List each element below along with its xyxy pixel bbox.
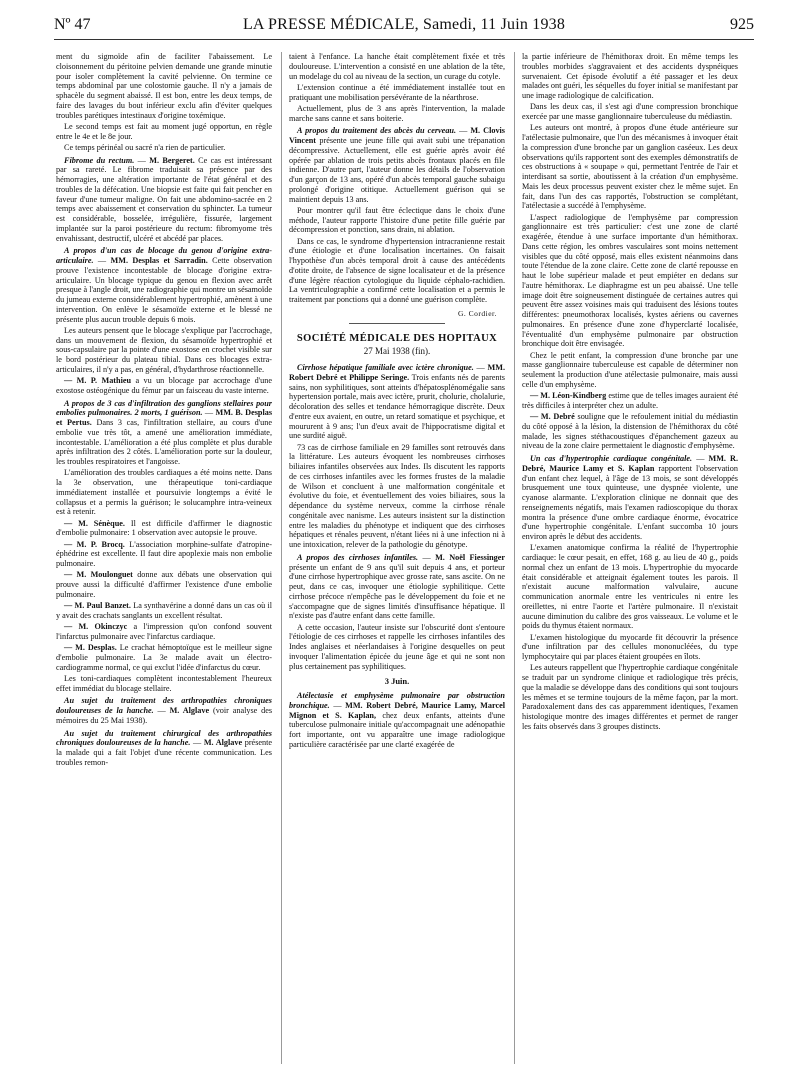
author-signature: G. Cordier. [457,308,497,318]
paragraph-title: Un cas d'hypertrophie cardiaque congénitale. [530,454,693,463]
paragraph-text: souligne que le refoulement initial du médiastin du côté opposé à la lésion, la distension de l'hémithorax du côté malade, les signes stéthacoustiques d'épanchement gazeux au niveau de la zone claire permettaient le diagnostic d'emphysème. [522,412,738,451]
speaker-name: — M. Sénèque. [64,518,125,528]
paragraph-title: A propos d'un cas de blocage du genou d'origine extra-articulaire. [56,246,272,265]
column-3-body [522,52,738,732]
paragraph-text: estime que de telles images auraient été très difficiles à interpréter chez un adulte. [522,391,738,410]
paragraph [522,391,738,411]
speaker-name: M. Noël Fiessinger [435,552,505,562]
speaker-name: — M. Léon-Kindberg [530,391,607,400]
paragraph [522,213,738,350]
paragraph-text: présente une jeune fille qui avait subi une trépanation décompressive. Actuellement, elle est guérie après avoir été opérée par ablation de trois petits abcès frontaux placés en file indienne. D'autre part, l'auteur donne les détails de l'observation d'un garçon de 13 ans, opéré d'un abcès temporal gauche subaigu prolongé d'origine otitique. Actuellement guérison qui se maintient depuis 13 ans. [289,136,505,204]
column-1 [56,52,272,1082]
speaker-name: M. Alglave [169,706,210,715]
paragraph [56,643,272,672]
paragraph-text: L'amélioration des troubles cardiaques a été moins nette. Dans la 3e observation, une thérapeutique toni-cardiaque immédiatement installée et poursuivie longtemps a évité le collapsus et a permis la guérison; le solucamphre intra-veineux est à retenir. [56,468,272,517]
paragraph: Au sujet du traitement chirurgical des arthropathies chroniques douloureuses de la hanche. — M. Alglave présente la malade qui a fait l'objet d'une récente communication. Les troubles remon- [56,728,272,767]
paragraph-text: ment du sigmoïde afin de faciliter l'abaissement. Le cloisonnement du péritoine pelvien demande une grande minutie pour isoler complètement la cavité pelvienne. On termine ce temps abdominal par une colostomie gauche. Il n'y a jamais de sphacèle du segment abaissé. Il est bon, entre les deux temps, de faire des lavages du bout inférieur exclu afin d'éviter quelques troubles parétiques intestinaux d'origine toxémique. [56,52,272,120]
paragraph-text: Ce temps périnéal ou sacré n'a rien de particulier. [64,142,226,152]
paragraph [289,206,505,235]
paragraph-text: Dans ce cas, le syndrome d'hypertension intracranienne restait d'une étiologie et d'une localisation incertaines. On faisait l'hypothèse d'un abcès temporal droit à cause des antécédents d'otite droite, de l'absence de signe localisateur et de la présence d'une légère réaction cytologique du liquide céphalo-rachidien. La ventriculographie a confirmé cette localisation et a permis le traitement par ponctions qui a donné une guérison complète. [289,236,505,304]
paragraph [522,412,738,451]
paragraph [289,104,505,124]
speaker-name: M. Clovis Vincent [289,126,505,145]
paragraph [522,123,738,211]
speaker-name: — M. P. Mathieu [64,376,132,385]
speaker-name: — M. Moulonguet [64,570,133,580]
paragraph [289,52,505,81]
column-1-body [56,52,272,768]
speaker-name: — M. Paul Banzet. [64,601,131,610]
speaker-name: M. Bergeret. [149,155,195,165]
column-2-society-body [289,363,505,671]
paragraph-title: Au sujet du traitement des arthropathies chroniques douloureuses de la hanche. [56,696,272,715]
paragraph-title: A propos du traitement des abcès du cerveau. [297,126,457,136]
paragraph-text: L'extension continue a été immédiatement installée tout en pratiquant une mobilisation persévérante de la néarthrose. [289,82,505,102]
paragraph [56,519,272,539]
section-rule [349,323,445,324]
paragraph [56,52,272,120]
paragraph-text: (voir analyse des mémoires du 25 Mai 1938). [56,706,272,725]
paragraph-text: Le second temps est fait au moment jugé opportun, en règle entre le 4e et le 8e jour. [56,121,272,141]
paragraph [56,674,272,694]
paragraph: A propos d'un cas de blocage du genou d'origine extra-articulaire. — MM. Desplas et Sarradin. Cette observation prouve l'existence incontestable de blocage d'origine extra-articulaire. Un blocage typique du genou en flexion avec arrêt presque à l'angle droit, une radiographie qui montre un sésamoïde du jumeau externe considérablement hypertrophié, amènent à une intervention. On enlève le sésamoïde externe et le blessé ne présente plus aucun trouble depuis 6 mois. [56,246,272,324]
paragraph-title: Atélectasie et emphysème pulmonaire par obstruction bronchique. [289,691,505,710]
paragraph [56,540,272,569]
page-header [54,16,754,38]
paragraph-text: Il est difficile d'affirmer le diagnostic d'embolie pulmonaire: 1 observation avec autopsie le prouve. [56,518,272,538]
paragraph-text: L'examen histologique du myocarde fit découvrir la présence d'une infiltration par des cellules mononucléées, du type lymphocytaire qui par places étaient groupées en îlots. [522,632,738,661]
paragraph-text: Actuellement, plus de 3 ans après l'intervention, la malade marche sans canne et sans boiterie. [289,103,505,123]
paragraph [56,570,272,599]
speaker-name: MM. Robert Debré et Philippe Seringe. [289,363,505,382]
header-rule [54,39,754,40]
paragraph-text: A cette occasion, l'auteur insiste sur l'obscurité dont s'entoure l'étiologie de ces cirrhoses et rappelle les cirrhoses infantiles des Indes anglaises et néerlandaises à l'origine desquelles on peut invoquer l'alimentation épicée du jeune âge et qui ne sont non plus certainement pas syphilitiques. [289,622,505,671]
paragraph-title: Fibrome du rectum. [64,155,135,165]
column-3 [522,52,738,1082]
speaker-name: — M. P. Brocq. [64,539,125,549]
paragraph [522,351,738,390]
paragraph: Au sujet du traitement des arthropathies chroniques douloureuses de la hanche. — M. Alglave (voir analyse des mémoires du 25 Mai 1938). [56,696,272,725]
paragraph-text: Trois enfants nés de parents sains, non syphilitiques, sont atteints d'hépatosplénomégalie sans hypertension portale, mais avec ictère, prurit, cholurie, cholalurie, décoloration des selles et tendance hémorragique discrète. Deux d'entre eux avaient, en outre, un retard somatique et psychique, et moururent à 9 ans; l'un d'eux avait de l'hippocratisme digital et une surdité aiguë. [289,372,505,441]
paragraph-text: présente un enfant de 9 ans qu'il suit depuis 4 ans, et porteur d'une cirrhose hypertrophique avec grosse rate, sans ascite. On ne peut, dans ce cas, invoquer une étiologie syphilitique. Cette cirrhose précoce n'empêche pas le développement du foie et ne s'accompagne que de signes limités d'insuffisance hépatique. Il n'existe pas d'autre enfant dans cette famille. [289,562,505,621]
paragraph-text: Les toni-cardiaques complètent incontestablement l'heureux effet immédiat du blocage stellaire. [56,673,272,693]
paragraph-text: Le crachat hémoptoïque est le meilleur signe d'embolie pulmonaire. La 3e malade avait un électro-cardiogramme normal, ce qui exclut l'idée d'infarctus du cœur. [56,643,272,672]
page-number: 925 [730,16,754,33]
speaker-name: MM. B. Desplas et Pertus. [56,408,272,427]
paragraph [56,143,272,153]
paragraph [522,633,738,662]
speaker-name: — M. Debré [530,412,575,421]
paragraph [56,122,272,142]
paragraph [56,601,272,621]
paragraph-title: Au sujet du traitement chirurgical des arthropathies chroniques douloureuses de la hanche. [56,728,272,748]
column-2-session-body [289,691,505,750]
section-date: 27 Mai 1938 (fin). [363,346,431,357]
paragraph-text: a l'impression qu'on confond souvent l'infarctus pulmonaire avec l'infarctus cardiaque. [56,622,272,641]
speaker-name: MM. Desplas et Sarradin. [110,256,208,265]
section-title: SOCIÉTÉ MÉDICALE DES HOPITAUX [296,332,498,344]
speaker-name: — M. Desplas. [64,643,117,652]
paragraph-text: Les auteurs pensent que le blocage s'explique par l'accrochage, dans un mouvement de flexion, du sésamoïde hypertrophié et sous-capsulaire par la pointe d'une exostose en crochet visible sur le bord postérieur du plateau tibial. Dans ces blocages extra-articulaires, il n'y a pas, en général, d'hydarthrose réactionnelle. [56,325,272,374]
paragraph-text: Chez le petit enfant, la compression d'une bronche par une masse ganglionnaire tuberculeuse est capable de déterminer non seulement la production d'une atélectasie pulmonaire, mais aussi celle d'un emphysème. [522,350,738,389]
paragraph-text: Les auteurs rappellent que l'hypertrophie cardiaque congénitale se traduit par un syndrome clinique et radiologique très précis, que la maladie se développe dans des conditions qui sont toujours les mêmes et se termine toujours de la même façon, par la mort. Paradoxalement dans des cas apparemment identiques, l'examen histologique montre des images différentes et permet de ranger les faits observés dans 3 groupes distincts. [522,663,738,731]
paragraph-text: Ce cas est intéressant par sa rareté. Le fibrome traduisait sa présence par des hémorragies, une altération importante de l'état général et des troubles de la défécation. Une biopsie est faite qui fait pencher en faveur d'une tumeur maligne. On fait une abdomino-sacrée en 2 temps avec abaissement et conservation du sphincter. La tumeur est considérable, bosselée, irrégulière, fissurée, largement implantée sur la paroi postérieure du rectum: fibromyome très envahissant, destructif, ulcéré et abcédé par places. [56,155,272,243]
paragraph-text: L'aspect radiologique de l'emphysème par compression ganglionnaire est très particulier: c'est une zone de clarté exagérée, étendue à une surface importante d'un hémithorax. Dans cette région, les ombres vasculaires sont moins nettement visibles que du côté opposé, mais elles existent néanmoins dans toute l'étendue de la zone claire. Cette zone de clarté repousse en haut le lobe supérieur malade et peut empiéter en dedans sur l'autre hémithorax. Le diaphragme est un peu abaissé. Une telle image doit être soigneusement distinguée de certaines autres qui peuvent être assez voisines mais qui traduisent des lésions toutes différentes: pneumothorax localisés, kystes aériens ou cavernes pulmonaires. En présence d'une zone d'hyperclarté localisée, l'éventualité d'un emphysème pulmonaire par obstruction bronchique doit être envisagée. [522,212,738,349]
paragraph: Fibrome du rectum. — M. Bergeret. Ce cas est intéressant par sa rareté. Le fibrome traduisait sa présence par des hémorragies, une altération importante de l'état général et des troubles de la défécation. Une biopsie est faite qui fait pencher en faveur d'une tumeur maligne. On fait une abdomino-sacrée en 2 temps avec abaissement et conservation du sphincter. La tumeur est considérable, bosselée, irrégulière, fissurée, largement implantée sur la paroi postérieure du rectum: fibromyome très envahissant, destructif, ulcéré et abcédé par places. [56,155,272,243]
journal-title: LA PRESSE MÉDICALE, Samedi, 11 Juin 1938 [242,16,566,33]
paragraph [289,83,505,103]
paragraph [289,443,505,550]
paragraph: A propos des cirrhoses infantiles. — M. Noël Fiessinger présente un enfant de 9 ans qu'il suit depuis 4 ans, et porteur d'une cirrhose hypertrophique avec grosse rate, sans ascite. On ne peut, dans ce cas, invoquer une étiologie syphilitique. Cette cirrhose précoce n'empêche pas le développement du foie et ne s'accompagne que de signes limités d'insuffisance hépatique. Il n'existe pas d'autre enfant dans cette famille. [289,552,505,621]
paragraph: A propos du traitement des abcès du cerveau. — M. Clovis Vincent présente une jeune fille qui avait subi une trépanation décompressive. Actuellement, elle est guérie après avoir été opérée par ablation de trois petits abcès frontaux placés en file indienne. D'autre part, l'auteur donne les détails de l'observation d'un garçon de 13 ans, opéré d'un abcès temporal gauche subaigu prolongé d'origine otitique. Actuellement guérison qui se maintient depuis 13 ans. [289,126,505,204]
paragraph: A propos de 3 cas d'infiltration des ganglions stellaires pour embolies pulmonaires. 2 morts, 1 guérison. — MM. B. Desplas et Pertus. Dans 3 cas, l'infiltration stellaire, au cours d'une embolie vue très tôt, a amené une amélioration immédiate, incontestable. L'amélioration a été plus complète et plus durable après infiltration des 2 côtés. L'amélioration porte sur la douleur, les troubles respiratoires et l'angoisse. [56,398,272,466]
paragraph [56,376,272,396]
paragraph [56,622,272,642]
column-2-body [289,52,505,305]
paragraph-text: a vu un blocage par accrochage d'une exostose ostéogénique du fémur par un faisceau du vaste interne. [56,376,272,395]
paragraph [289,237,505,305]
paragraph-text: chez deux enfants, atteints d'une tuberculose pulmonaire initiale qu'accompagnait une adénopathie fort importante, ont vu apparaître une image radiologique particulière caractérisée par une clarté exagérée de [289,710,505,749]
paragraph-text: Dans 3 cas, l'infiltration stellaire, au cours d'une embolie vue très tôt, a amené une amélioration immédiate, incontestable. L'amélioration a été plus complète et plus durable après infiltration des 2 côtés. L'amélioration porte sur la douleur, les troubles respiratoires et l'angoisse. [56,418,272,466]
paragraph-text: donne aux débats une observation qui prouve aussi la difficulté d'affirmer l'existence d'une embolie pulmonaire. [56,570,272,599]
paragraph-title: Cirrhose hépatique familiale avec ictère chronique. [297,363,474,372]
paragraph-text: Cette observation prouve l'existence incontestable de blocage d'origine extra-articulaire. Un blocage typique du genou en flexion avec arrêt presque à l'angle droit, une radiographie qui montre un sésamoïde du jumeau externe considérablement hypertrophié, amènent à une intervention. On enlève le sésamoïde externe et le blessé ne présente plus aucun trouble depuis 6 mois. [56,256,272,324]
paragraph-text: Dans les deux cas, il s'est agi d'une compression bronchique exercée par une masse ganglionnaire tuberculeuse du médiastin. [522,102,738,121]
column-2 [289,52,505,1082]
paragraph: Cirrhose hépatique familiale avec ictère chronique. — MM. Robert Debré et Philippe Seringe. Trois enfants nés de parents sains, non syphilitiques, sont atteints d'hépatosplénomégalie sans hypertension portale, mais avec ictère, prurit, cholurie, cholalurie, décoloration des selles et tendance hémorragique discrète. Deux d'entre eux avaient, en outre, un retard somatique et psychique, et moururent à 9 ans; l'un d'eux avait de l'hippocratisme digital et une surdité aiguë. [289,363,505,441]
paragraph-text: L'association morphine-sulfate d'atropine-éphédrine est excellente. Il faut dire apoplexie mais non embolie pulmonaire. [56,539,272,568]
session-date: 3 Juin. [384,676,410,687]
paragraph-title: A propos des cirrhoses infantiles. [297,552,419,562]
paragraph-title: A propos de 3 cas d'infiltration des ganglions stellaires pour embolies pulmonaires. 2 morts, 1 guérison. [56,398,272,418]
paragraph [522,663,738,731]
speaker-name: MM. Robert Debré, Maurice Lamy, Marcel Mignon et S. Kaplan, [289,700,505,720]
paragraph-text: L'examen anatomique confirma la réalité de l'hypertrophie cardiaque: le cœur pesait, en effet, 168 g. au lieu de 40 g., poids normal chez un enfant de 13 mois. L'hypertrophie du myocarde était considérable et atteignait également toutes les parois. Il n'existait aucune malformation valvulaire, aucune communication anormale entre les ventricules ni entre les oreillettes, ni entre l'aorte et l'artère pulmonaire. Il n'existait aucune diminution du calibre des gros vaisseaux. Le volume et le poids du thymus étaient normaux. [522,543,738,631]
paragraph-text: 73 cas de cirrhose familiale en 29 familles sont retrouvés dans la littérature. Les auteurs évoquent les nombreuses cirrhoses biliaires infantiles observées aux Indes. Ils discutent les rapports de ces cirrhoses infantiles avec les formes frustes de la maladie de Wilson et concluent à une malformation congénitale et évolutive du foie, et éventuellement des voies biliaires, sous la dépendance du système nerveux, comme la cirrhose rénale congénitale avec nanisme. Les auteurs insistent sur la distinction entre les maladies du phénotype et indiquent que des cirrhoses hépatiques et rénales peuvent, n'étant liées ni à une infection ni à une intoxication, relever de la pathologie du génotype. [289,442,505,549]
paragraph-text: présente la malade qui a fait l'objet d'une récente communication. Les troubles remon- [56,738,272,767]
paragraph [289,623,505,672]
paragraph [56,468,272,517]
paragraph-text: Pour montrer qu'il faut être éclectique dans le choix d'une méthode, l'auteur rapporte l'histoire d'une petite fille guérie par décompression et ponction, sans drain, ni ablation. [289,205,505,235]
column-divider [514,52,515,1064]
paragraph: Atélectasie et emphysème pulmonaire par obstruction bronchique. — MM. Robert Debré, Maurice Lamy, Marcel Mignon et S. Kaplan, chez deux enfants, atteints d'une tuberculose pulmonaire initiale qu'accompagnait une adénopathie fort importante, ont vu apparaître une image radiologique particulière caractérisée par une clarté exagérée de [289,691,505,749]
issue-number: Nº 47 [54,16,91,33]
paragraph-text: la partie inférieure de l'hémithorax droit. En même temps les troubles morbides s'aggravaient et des accidents dyspnéiques survenaient. Cet épisode évolutif a été passager et les deux malades ont guéri, les séquelles du foyer initial se manifestant par une image radiologique de calcification. [522,52,738,100]
speaker-name: — M. Okinczyc [64,622,128,631]
paragraph-text: La synthavérine a donné dans un cas où il y avait des crachats sanglants un excellent résultat. [56,601,272,620]
paragraph [522,102,738,122]
paragraph-text: rapportent l'observation d'un enfant chez lequel, à l'âge de 13 mois, se sont développés brusquement une toux quinteuse, une dyspnée violente, une cyanose alarmante. L'exploration clinique ne donnait que des renseignements négatifs, mais l'examen radioscopique du thorax montra la présence d'une ombre cardiaque énorme, évocatrice d'une hypertrophie congénitale. L'enfant succomba 10 jours environ après le début des accidents. [522,463,738,541]
paragraph-text: Les auteurs ont montré, à propos d'une étude antérieure sur l'atélectasie pulmonaire, que l'un des mécanismes à invoquer était la compression d'une bronche par un ganglion caséeux. Les deux observations qu'ils rapportent sont des exemples démonstratifs de ces obstructions à « soupape » qui, permettant l'entrée de l'air et interdisant sa sortie, aboutissent à la création d'un emphysème. Mais les deux processus peuvent exister chez le même sujet. En fait, dans l'un des cas rapportés, l'obstruction se complétant, l'atélectasie a succédé à l'emphysème. [522,123,738,211]
paragraph [522,52,738,101]
paragraph: Un cas d'hypertrophie cardiaque congénitale. — MM. R. Debré, Maurice Lamy et S. Kaplan rapportent l'observation d'un enfant chez lequel, à l'âge de 13 mois, se sont développés brusquement une toux quinteuse, une dyspnée violente, une cyanose alarmante. L'exploration clinique ne donnait que des renseignements négatifs, mais l'examen radioscopique du thorax montra la présence d'une ombre cardiaque énorme, évocatrice d'une hypertrophie congénitale. L'enfant succomba 10 jours environ après le début des accidents. [522,454,738,541]
column-divider [281,52,282,1064]
paragraph [56,326,272,375]
paragraph-text: taient à l'enfance. La hanche était complètement fixée et très douloureuse. L'intervention a consisté en une ablation de la tête, un modelage du col au niveau de la section, un curage du cotyle. [289,52,505,81]
speaker-name: M. Alglave [203,738,243,748]
paragraph [522,543,738,631]
speaker-name: MM. R. Debré, Maurice Lamy et S. Kaplan [522,454,738,473]
